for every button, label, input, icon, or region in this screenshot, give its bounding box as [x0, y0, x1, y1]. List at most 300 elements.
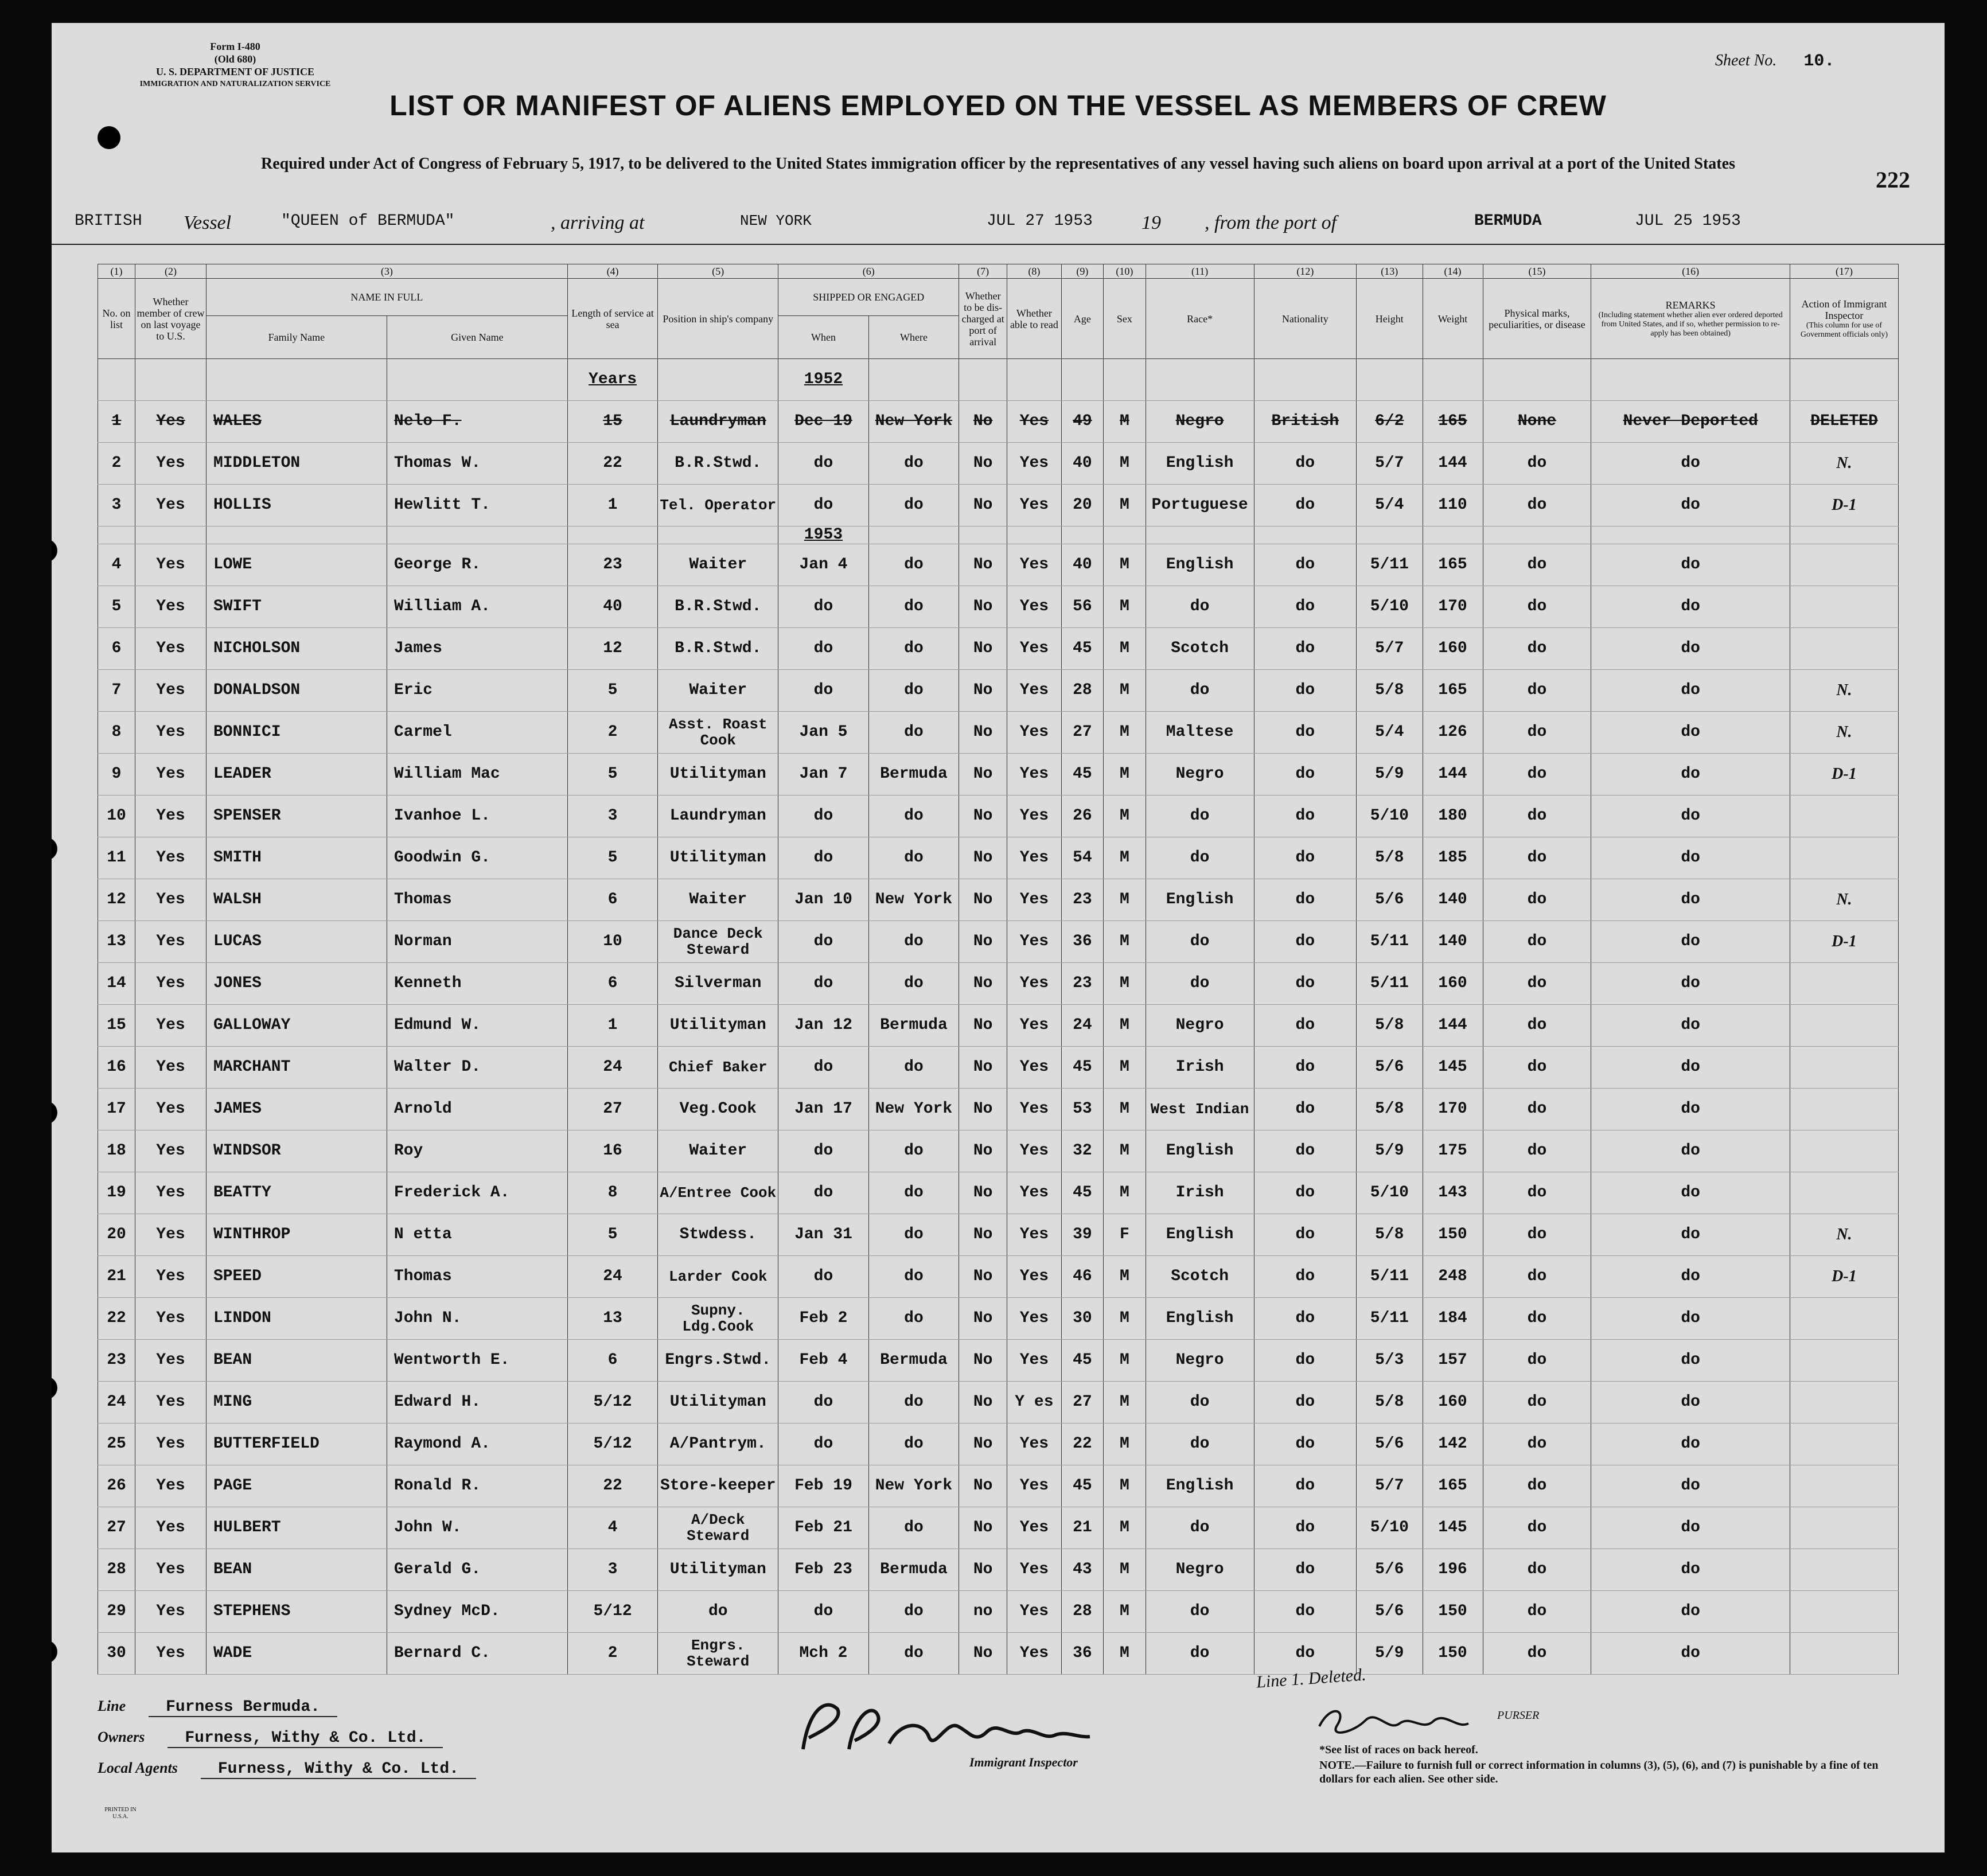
able-to-read: Yes — [1007, 443, 1061, 485]
weight: 157 — [1423, 1340, 1483, 1382]
inspector-action — [1790, 795, 1898, 837]
remarks: do — [1591, 1298, 1790, 1340]
nationality: do — [1254, 1549, 1356, 1591]
row-number: 29 — [98, 1591, 135, 1633]
crew-member: Yes — [135, 586, 207, 628]
service-length: 16 — [567, 1130, 657, 1172]
crew-member: Yes — [135, 1172, 207, 1214]
service-length: 23 — [567, 544, 657, 586]
row-number: 22 — [98, 1298, 135, 1340]
header-where: Where — [868, 316, 959, 359]
family-name: HOLLIS — [206, 485, 387, 526]
family-name: HULBERT — [206, 1507, 387, 1549]
height: 5/11 — [1357, 1298, 1423, 1340]
given-name: William Mac — [387, 754, 567, 795]
col-num: (11) — [1146, 264, 1254, 279]
sex: M — [1104, 1298, 1146, 1340]
owners-label: Owners — [98, 1729, 145, 1745]
sex: M — [1104, 921, 1146, 963]
shipped-when: do — [778, 963, 868, 1005]
discharged: No — [959, 1298, 1007, 1340]
service-length: 5 — [567, 837, 657, 879]
sex: M — [1104, 963, 1146, 1005]
shipped-where: New York — [868, 879, 959, 921]
age: 54 — [1061, 837, 1103, 879]
family-name: WADE — [206, 1633, 387, 1675]
row-number: 6 — [98, 628, 135, 670]
inspector-action — [1790, 1507, 1898, 1549]
nationality: do — [1254, 754, 1356, 795]
remarks: do — [1591, 1130, 1790, 1172]
race: Negro — [1146, 1005, 1254, 1047]
position: Utilityman — [658, 754, 778, 795]
family-name: WINDSOR — [206, 1130, 387, 1172]
header-shipped: SHIPPED OR ENGAGED — [778, 279, 959, 316]
punch-hole — [98, 126, 120, 149]
discharged: No — [959, 712, 1007, 754]
height: 5/11 — [1357, 1256, 1423, 1298]
shipped-where: Bermuda — [868, 1005, 959, 1047]
remarks: do — [1591, 1382, 1790, 1423]
family-name: DONALDSON — [206, 670, 387, 712]
given-name: Frederick A. — [387, 1172, 567, 1214]
table-row — [98, 754, 1899, 795]
sex: M — [1104, 1172, 1146, 1214]
shipped-when: do — [778, 1423, 868, 1465]
height: 5/11 — [1357, 963, 1423, 1005]
crew-member: Yes — [135, 1298, 207, 1340]
position: Utilityman — [658, 1549, 778, 1591]
remarks: do — [1591, 1591, 1790, 1633]
given-name: Eric — [387, 670, 567, 712]
discharged: No — [959, 1423, 1007, 1465]
race: Scotch — [1146, 1256, 1254, 1298]
discharged: No — [959, 1256, 1007, 1298]
age: 36 — [1061, 1633, 1103, 1675]
service-length: 2 — [567, 712, 657, 754]
race: Negro — [1146, 1549, 1254, 1591]
inspector-action: N. — [1790, 879, 1898, 921]
given-name: Thomas — [387, 879, 567, 921]
col-num: (7) — [959, 264, 1007, 279]
service-length: 22 — [567, 443, 657, 485]
inspector-action: N. — [1790, 670, 1898, 712]
service-length: 4 — [567, 1507, 657, 1549]
height: 5/6 — [1357, 879, 1423, 921]
race: Negro — [1146, 401, 1254, 443]
shipped-when: Jan 4 — [778, 544, 868, 586]
able-to-read: Yes — [1007, 754, 1061, 795]
shipped-where: do — [868, 628, 959, 670]
crew-member: Yes — [135, 1047, 207, 1089]
shipped-where: do — [868, 963, 959, 1005]
position: Asst. Roast Cook — [658, 712, 778, 754]
nationality: do — [1254, 1214, 1356, 1256]
service-length: 5 — [567, 670, 657, 712]
nationality: do — [1254, 837, 1356, 879]
row-number: 30 — [98, 1633, 135, 1675]
given-name: Gerald G. — [387, 1549, 567, 1591]
physical-marks: do — [1483, 1507, 1591, 1549]
discharged: No — [959, 1465, 1007, 1507]
position: A/Deck Steward — [658, 1507, 778, 1549]
vessel-nation: BRITISH — [75, 212, 142, 230]
race: do — [1146, 1633, 1254, 1675]
service-length: 1 — [567, 1005, 657, 1047]
sex: M — [1104, 443, 1146, 485]
height: 5/8 — [1357, 1214, 1423, 1256]
able-to-read: Yes — [1007, 1172, 1061, 1214]
row-number: 2 — [98, 443, 135, 485]
crew-member: Yes — [135, 1214, 207, 1256]
service-length: 24 — [567, 1256, 657, 1298]
shipped-where: do — [868, 544, 959, 586]
height: 5/8 — [1357, 670, 1423, 712]
purser-signature — [1314, 1698, 1497, 1744]
nationality: do — [1254, 1591, 1356, 1633]
shipped-when: Jan 10 — [778, 879, 868, 921]
given-name: Arnold — [387, 1089, 567, 1130]
crew-member: Yes — [135, 712, 207, 754]
able-to-read: Yes — [1007, 401, 1061, 443]
header-service: Length of service at sea — [567, 279, 657, 359]
agents-label: Local Agents — [98, 1760, 178, 1776]
service-length: 15 — [567, 401, 657, 443]
sex: M — [1104, 1465, 1146, 1507]
race: West Indian — [1146, 1089, 1254, 1130]
able-to-read: Y es — [1007, 1382, 1061, 1423]
table-row — [98, 1340, 1899, 1382]
age: 23 — [1061, 963, 1103, 1005]
shipped-where: do — [868, 1382, 959, 1423]
inspector-action: DELETED — [1790, 401, 1898, 443]
crew-member: Yes — [135, 1633, 207, 1675]
race: English — [1146, 544, 1254, 586]
remarks: do — [1591, 443, 1790, 485]
shipped-where: Bermuda — [868, 1549, 959, 1591]
footer — [98, 1698, 476, 1778]
service-length: 27 — [567, 1089, 657, 1130]
row-number: 18 — [98, 1130, 135, 1172]
physical-marks: do — [1483, 586, 1591, 628]
physical-marks: do — [1483, 1423, 1591, 1465]
punch-hole — [52, 1640, 57, 1663]
header-height: Height — [1357, 279, 1423, 359]
remarks: do — [1591, 628, 1790, 670]
shipped-where: do — [868, 795, 959, 837]
age: 24 — [1061, 1005, 1103, 1047]
height: 5/9 — [1357, 754, 1423, 795]
service-length: 5/12 — [567, 1423, 657, 1465]
inspector-action — [1790, 1130, 1898, 1172]
nationality: do — [1254, 1507, 1356, 1549]
table-row — [98, 1382, 1899, 1423]
form-old-number: (Old 680) — [214, 53, 256, 65]
nationality: do — [1254, 544, 1356, 586]
position: Dance Deck Steward — [658, 921, 778, 963]
shipped-when: do — [778, 837, 868, 879]
able-to-read: Yes — [1007, 1465, 1061, 1507]
nationality: do — [1254, 1633, 1356, 1675]
physical-marks: do — [1483, 1549, 1591, 1591]
shipped-where: do — [868, 1172, 959, 1214]
position: Utilityman — [658, 1382, 778, 1423]
table-row — [98, 1298, 1899, 1340]
discharged: No — [959, 443, 1007, 485]
able-to-read: Yes — [1007, 1298, 1061, 1340]
crew-member: Yes — [135, 1591, 207, 1633]
weight: 175 — [1423, 1130, 1483, 1172]
age: 28 — [1061, 1591, 1103, 1633]
physical-marks: do — [1483, 544, 1591, 586]
nationality: British — [1254, 401, 1356, 443]
remarks: do — [1591, 670, 1790, 712]
remarks: do — [1591, 921, 1790, 963]
given-name: Wentworth E. — [387, 1340, 567, 1382]
height: 6/2 — [1357, 401, 1423, 443]
service-length: 10 — [567, 921, 657, 963]
family-name: NICHOLSON — [206, 628, 387, 670]
col-num: (12) — [1254, 264, 1356, 279]
penalty-note: NOTE.—Failure to furnish full or correct information in columns (3), (5), (6), and (7) is punishable by a fine of ten dollars for each alien. See other side. — [1319, 1759, 1879, 1785]
position: Laundryman — [658, 795, 778, 837]
family-name: MING — [206, 1382, 387, 1423]
nationality: do — [1254, 443, 1356, 485]
given-name: Raymond A. — [387, 1423, 567, 1465]
height: 5/8 — [1357, 837, 1423, 879]
height: 5/8 — [1357, 1089, 1423, 1130]
service-length: 24 — [567, 1047, 657, 1089]
service-length: 5 — [567, 1214, 657, 1256]
race: English — [1146, 879, 1254, 921]
family-name: SPENSER — [206, 795, 387, 837]
remarks: do — [1591, 879, 1790, 921]
race: Scotch — [1146, 628, 1254, 670]
crew-member: Yes — [135, 1340, 207, 1382]
marker-row — [98, 526, 1899, 544]
departure-date: JUL 25 1953 — [1635, 212, 1741, 230]
family-name: BEATTY — [206, 1172, 387, 1214]
shipped-where: do — [868, 1214, 959, 1256]
nationality: do — [1254, 795, 1356, 837]
weight: 145 — [1423, 1507, 1483, 1549]
nationality: do — [1254, 586, 1356, 628]
given-name: Bernard C. — [387, 1633, 567, 1675]
action-title: Action of Immigrant Inspector — [1801, 298, 1887, 321]
row-number: 16 — [98, 1047, 135, 1089]
from-port-label: , from the port of — [1205, 212, 1337, 233]
remarks: do — [1591, 485, 1790, 526]
race: do — [1146, 670, 1254, 712]
crew-member: Yes — [135, 544, 207, 586]
weight: 180 — [1423, 795, 1483, 837]
weight: 160 — [1423, 963, 1483, 1005]
physical-marks: do — [1483, 837, 1591, 879]
crew-member: Yes — [135, 1130, 207, 1172]
sex: M — [1104, 712, 1146, 754]
header-nationality: Nationality — [1254, 279, 1356, 359]
height: 5/7 — [1357, 628, 1423, 670]
sex: M — [1104, 544, 1146, 586]
nationality: do — [1254, 1256, 1356, 1298]
sex: M — [1104, 1633, 1146, 1675]
race: do — [1146, 1423, 1254, 1465]
family-name: WINTHROP — [206, 1214, 387, 1256]
family-name: SWIFT — [206, 586, 387, 628]
inspector-action — [1790, 1172, 1898, 1214]
given-name: Carmel — [387, 712, 567, 754]
races-note: *See list of races on back hereof. — [1319, 1744, 1478, 1756]
physical-marks: do — [1483, 921, 1591, 963]
inspector-action — [1790, 1298, 1898, 1340]
weight: 196 — [1423, 1549, 1483, 1591]
remarks: do — [1591, 1047, 1790, 1089]
family-name: BUTTERFIELD — [206, 1423, 387, 1465]
family-name: WALES — [206, 401, 387, 443]
height: 5/4 — [1357, 712, 1423, 754]
header-remarks — [1591, 279, 1790, 359]
shipped-where: do — [868, 1507, 959, 1549]
physical-marks: do — [1483, 485, 1591, 526]
height: 5/10 — [1357, 1507, 1423, 1549]
family-name: MIDDLETON — [206, 443, 387, 485]
handwritten-note: Line 1. Deleted. — [1256, 1665, 1367, 1692]
race: English — [1146, 1298, 1254, 1340]
header-physical: Physical marks, peculiarities, or disease — [1483, 279, 1591, 359]
header-given: Given Name — [387, 316, 567, 359]
position: Stwdess. — [658, 1214, 778, 1256]
inspector-action — [1790, 837, 1898, 879]
table-row — [98, 586, 1899, 628]
remarks: do — [1591, 1549, 1790, 1591]
height: 5/7 — [1357, 443, 1423, 485]
header-weight: Weight — [1423, 279, 1483, 359]
table-row — [98, 921, 1899, 963]
position: Utilityman — [658, 1005, 778, 1047]
table-row — [98, 1005, 1899, 1047]
row-number: 10 — [98, 795, 135, 837]
col-num: (9) — [1061, 264, 1103, 279]
able-to-read: Yes — [1007, 1591, 1061, 1633]
table-row — [98, 1423, 1899, 1465]
vessel-label: Vessel — [184, 212, 232, 233]
inspector-action — [1790, 1047, 1898, 1089]
shipped-when: Jan 12 — [778, 1005, 868, 1047]
race: English — [1146, 1465, 1254, 1507]
position: Waiter — [658, 670, 778, 712]
sex: M — [1104, 401, 1146, 443]
column-header-row — [98, 279, 1899, 316]
shipped-where: do — [868, 1256, 959, 1298]
row-number: 11 — [98, 837, 135, 879]
sex: M — [1104, 879, 1146, 921]
remarks: do — [1591, 712, 1790, 754]
physical-marks: do — [1483, 712, 1591, 754]
table-row — [98, 795, 1899, 837]
physical-marks: None — [1483, 401, 1591, 443]
nationality: do — [1254, 712, 1356, 754]
table-row — [98, 1465, 1899, 1507]
row-number: 12 — [98, 879, 135, 921]
family-name: MARCHANT — [206, 1047, 387, 1089]
crew-member: Yes — [135, 443, 207, 485]
given-name: Nelo F. — [387, 401, 567, 443]
sex: M — [1104, 1089, 1146, 1130]
weight: 165 — [1423, 670, 1483, 712]
able-to-read: Yes — [1007, 1005, 1061, 1047]
col-num: (3) — [206, 264, 567, 279]
height: 5/8 — [1357, 1382, 1423, 1423]
weight: 150 — [1423, 1591, 1483, 1633]
inspector-action — [1790, 1340, 1898, 1382]
race: do — [1146, 1507, 1254, 1549]
shipped-where: do — [868, 837, 959, 879]
age: 56 — [1061, 586, 1103, 628]
physical-marks: do — [1483, 1130, 1591, 1172]
remarks: do — [1591, 963, 1790, 1005]
weight: 160 — [1423, 1382, 1483, 1423]
position: Supny. Ldg.Cook — [658, 1298, 778, 1340]
shipped-where: do — [868, 670, 959, 712]
able-to-read: Yes — [1007, 485, 1061, 526]
discharged: No — [959, 1549, 1007, 1591]
remarks: do — [1591, 1465, 1790, 1507]
remarks: do — [1591, 837, 1790, 879]
page-title: LIST OR MANIFEST OF ALIENS EMPLOYED ON THE VESSEL AS MEMBERS OF CREW — [389, 89, 1607, 122]
service-name: IMMIGRATION AND NATURALIZATION SERVICE — [139, 80, 331, 88]
able-to-read: Yes — [1007, 963, 1061, 1005]
race: Negro — [1146, 1340, 1254, 1382]
weight: 248 — [1423, 1256, 1483, 1298]
position: Engrs. Steward — [658, 1633, 778, 1675]
discharged: No — [959, 1172, 1007, 1214]
table-row — [98, 1591, 1899, 1633]
shipped-where: do — [868, 1298, 959, 1340]
row-number: 21 — [98, 1256, 135, 1298]
remarks: do — [1591, 1256, 1790, 1298]
given-name: Norman — [387, 921, 567, 963]
line-field — [98, 1698, 476, 1716]
owners-field — [98, 1729, 476, 1747]
header-no: No. on list — [98, 279, 135, 359]
physical-marks: do — [1483, 1591, 1591, 1633]
remarks: do — [1591, 1340, 1790, 1382]
sex: M — [1104, 837, 1146, 879]
family-name: LUCAS — [206, 921, 387, 963]
shipped-when: Feb 2 — [778, 1298, 868, 1340]
arrival-port: NEW YORK — [740, 212, 812, 229]
agents-field — [98, 1760, 476, 1778]
race: Negro — [1146, 754, 1254, 795]
service-length: 22 — [567, 1465, 657, 1507]
sex: M — [1104, 754, 1146, 795]
remarks: do — [1591, 1423, 1790, 1465]
position: B.R.Stwd. — [658, 628, 778, 670]
shipped-where: do — [868, 1633, 959, 1675]
table-row — [98, 1256, 1899, 1298]
sex: M — [1104, 1507, 1146, 1549]
remarks-title: REMARKS — [1665, 299, 1716, 311]
age: 28 — [1061, 670, 1103, 712]
age: 30 — [1061, 1298, 1103, 1340]
height: 5/6 — [1357, 1549, 1423, 1591]
purser-label: PURSER — [1497, 1709, 1540, 1722]
shipped-when: Feb 19 — [778, 1465, 868, 1507]
shipped-when: Feb 23 — [778, 1549, 868, 1591]
row-number: 5 — [98, 586, 135, 628]
inspector-action: N. — [1790, 443, 1898, 485]
weight: 143 — [1423, 1172, 1483, 1214]
